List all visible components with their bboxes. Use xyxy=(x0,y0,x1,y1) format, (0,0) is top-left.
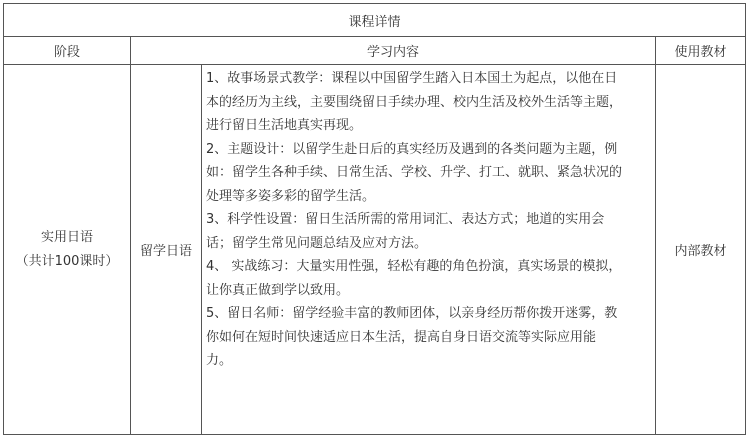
content-line: 本的经历为主线，主要围绕留日手续办理、校内生活及校外生活等主题， xyxy=(206,94,623,110)
content-cell xyxy=(202,65,656,435)
stage-hours: （共计100课时） xyxy=(15,253,119,269)
content-line: 话；留学生常见问题总结及应对方法。 xyxy=(206,235,428,251)
table-row xyxy=(4,65,746,435)
table-header-row xyxy=(4,37,746,65)
content-line: 进行留日生活地真实再现。 xyxy=(206,118,363,133)
header-material: 使用教材 xyxy=(656,37,746,65)
header-stage: 阶段 xyxy=(4,37,131,65)
content-line: 你如何在短时间快速适应日本生活，提高自身日语交流等实际应用能 xyxy=(206,329,597,345)
course-details-table xyxy=(3,3,746,435)
content-line: 力。 xyxy=(206,353,233,368)
table-title: 课程详情 xyxy=(4,4,746,37)
content-line: 1、故事场景式教学：课程以中国留学生踏入日本国土为起点，以他在日 xyxy=(206,71,618,86)
table-title-row xyxy=(4,4,746,37)
content-line: 4、 实战练习：大量实用性强，轻松有趣的角色扮演，真实场景的模拟， xyxy=(206,259,622,274)
content-line: 处理等多姿多彩的留学生活。 xyxy=(206,188,376,204)
stage-name: 实用日语 xyxy=(40,229,93,245)
material-cell: 内部教材 xyxy=(656,65,746,435)
header-content: 学习内容 xyxy=(131,37,656,65)
content-line: 3、科学性设置：留日生活所需的常用词汇、表达方式；地道的实用会 xyxy=(206,212,605,227)
content-line: 让你真正做到学以致用。 xyxy=(206,282,350,298)
content-line: 5、留日名师：留学经验丰富的教师团体，以亲身经历帮你拨开迷雾，教 xyxy=(206,306,618,321)
stage-cell xyxy=(4,65,131,435)
content-line: 2、主题设计：以留学生赴日后的真实经历及遇到的各类问题为主题，例 xyxy=(206,141,618,157)
content-line: 如：留学生各种手续、日常生活、学校、升学、打工、就职、紧急状况的 xyxy=(206,165,623,180)
subject-cell: 留学日语 xyxy=(131,65,202,435)
